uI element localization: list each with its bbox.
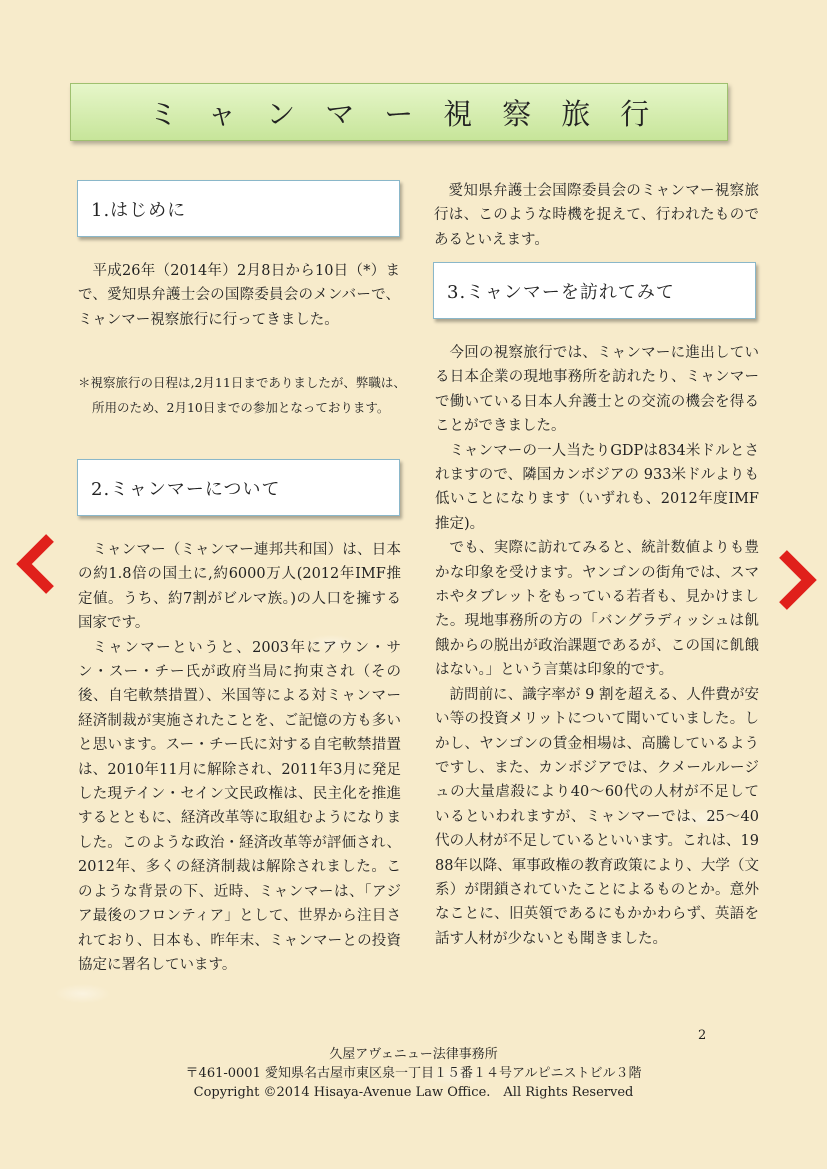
footer-office-name: 久屋アヴェニュー法律事務所 [329, 1047, 498, 1062]
section-heading-intro: 1.はじめに [77, 180, 400, 237]
page-title [70, 83, 728, 141]
footer [0, 1045, 827, 1102]
page-number: 2 [698, 1028, 707, 1043]
right-intro-paragraph: 愛知県弁護士会国際委員会のミャンマー視察旅行は、このような時機を捉えて、行われたものであるといえます。 [434, 183, 759, 248]
visit-paragraph-4: 訪問前に、識字率が 9 割を超える、人件費が安い等の投資メリットについて聞いていました。しかし、ヤンゴンの賃金相場は、高騰しているようですし、また、カンボジアでは、クメールルージュの大量虐殺により40～60代の人材が不足しているといわれますが、ミャンマーでは、25～40代の人材が不足しているといいます。これは、1988年以降、軍事政権の教育政策により、大学（文系）が閉鎖されていたことによるものとか。意外なことに、旧英領であるにもかかわらず、英語を話す人材が少ないとも聞きました。 [435, 686, 759, 947]
page-title-text: ミャンマー視察旅行 [148, 96, 680, 131]
section-heading-about: 2.ミャンマーについて [77, 459, 400, 516]
visit-paragraph-3: でも、実際に訪れてみると、統計数値よりも豊かな印象を受けます。ヤンゴンの街角では、スマホやタブレットをもっている若者も、見かけました。現地事務所の方の「バングラディッシュは飢餓からの脱出が政治課題であるが、この国に飢餓はない。」という言葉は印象的です。 [435, 540, 759, 679]
chevron-right-icon[interactable] [775, 548, 817, 612]
intro-paragraph: 平成26年（2014年）2月8日から10日（*）まで、愛知県弁護士会の国際委員会のメンバーで、ミャンマー視察旅行に行ってきました。 [78, 263, 400, 328]
visit-paragraph-2: ミャンマーの一人当たりGDPは834米ドルとされますので、隣国カンボジアの 933米ドルよりも低いことになります（いずれも、2012年度IMF推定)。 [435, 442, 759, 532]
section-heading-visit: 3.ミャンマーを訪れてみて [433, 262, 756, 319]
about-myanmar-text [78, 538, 401, 977]
visit-text [435, 341, 759, 951]
intro-footnote: ＊視察旅行の日程は,2月11日までありましたが、弊職は、所用のため、2月10日までの参加となっております。 [78, 375, 406, 415]
footer-address: 〒461-0001 愛知県名古屋市東区泉一丁目１５番１４号アルピニストビル３階 [185, 1066, 642, 1081]
chevron-left-icon[interactable] [16, 532, 58, 596]
about-paragraph-1: ミャンマー（ミャンマー連邦共和国）は、日本の約1.8倍の国土に,約6000万人(2012年IMF推定値。うち、約7割がビルマ族。)の人口を擁する国家です。 [78, 542, 401, 632]
footer-copyright: Copyright ©2014 Hisaya-Avenue Law Office. All Rights Reserved [193, 1085, 634, 1100]
about-paragraph-2: ミャンマーというと、2003年にアウン・サン・スー・チー氏が政府当局に拘束され（その後、自宅軟禁措置）、米国等による対ミャンマー経済制裁が実施されたことを、ご記憶の方も多いと思います。スー・チー氏に対する自宅軟禁措置は、2010年11月に解除され、2011年3月に発足した現テイン・セイン文民政権は、民主化を推進するとともに、経済改革等に取組むようになりました。このような政治・経済改革等が評価され、2012年、多くの経済制裁は解除されました。このような背景の下、近時、ミャンマーは、「アジア最後のフロンティア」として、世界から注目されており、日本も、昨年末、ミャンマーとの投資協定に署名しています。 [78, 639, 401, 973]
visit-paragraph-1: 今回の視察旅行では、ミャンマーに進出している日本企業の現地事務所を訪れたり、ミャンマーで働いている日本人弁護士との交流の機会を得ることができました。 [435, 345, 759, 435]
